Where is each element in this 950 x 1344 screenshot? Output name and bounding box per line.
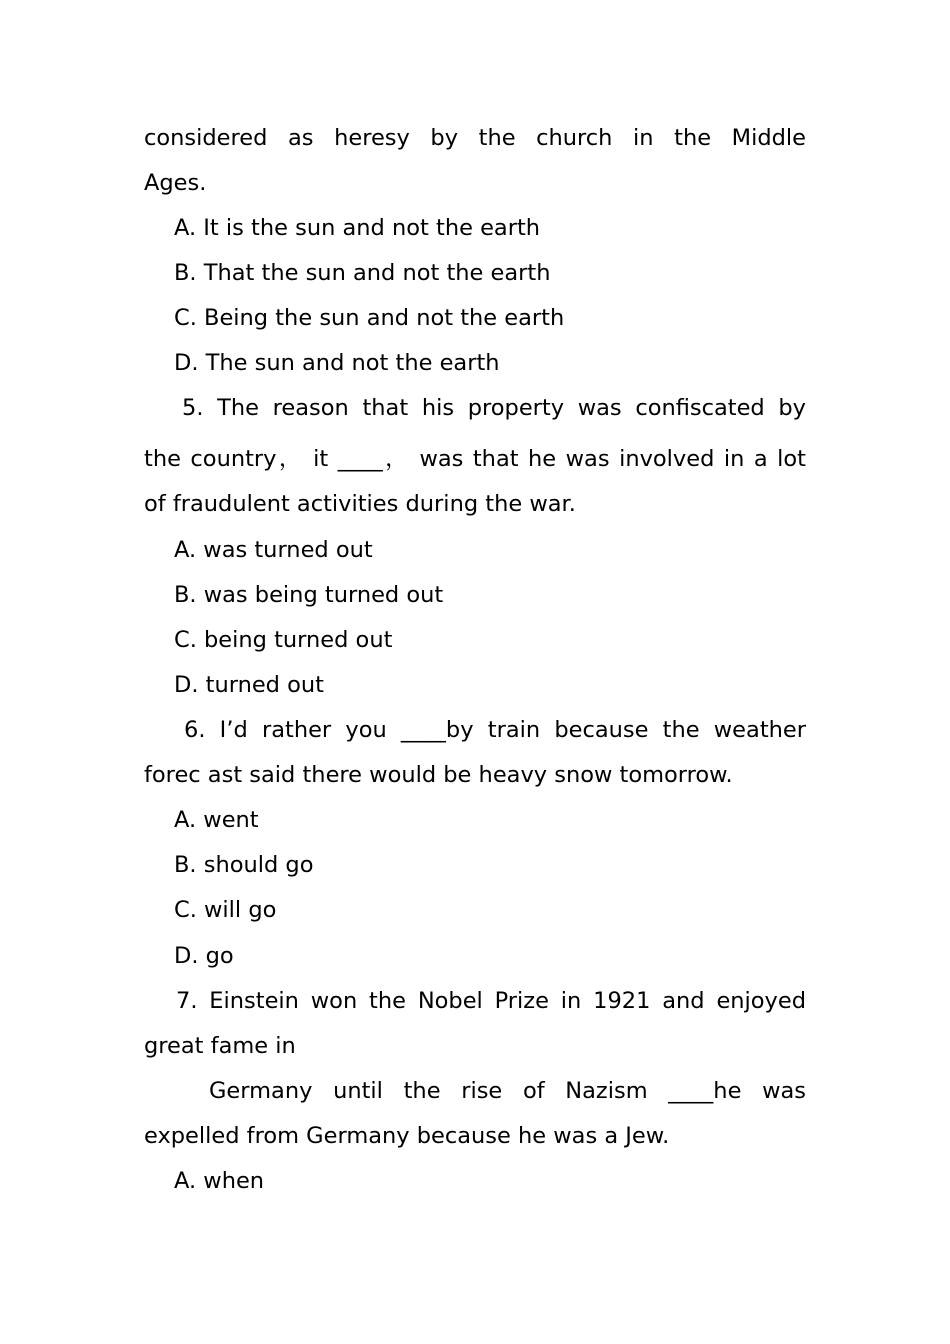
- q7-text-line-4: expelled from Germany because he was a Jew.: [144, 1123, 670, 1149]
- q6-text-line-1: 6. I’d rather you ____by train because the weather: [184, 717, 806, 743]
- q5-option-d: D. turned out: [174, 672, 324, 698]
- q4-option-a: A. It is the sun and not the earth: [174, 215, 541, 241]
- q5-option-a: A. was turned out: [174, 537, 373, 563]
- q6-option-b: B. should go: [174, 852, 314, 878]
- q6-option-c: C. will go: [174, 897, 277, 923]
- q7-text-line-1: 7. Einstein won the Nobel Prize in 1921 and enjoyed: [176, 988, 806, 1014]
- q6-option-a: A. went: [174, 807, 259, 833]
- q5-option-c: C. being turned out: [174, 627, 393, 653]
- q4-option-d: D. The sun and not the earth: [174, 350, 500, 376]
- q5-text-line-2: the country， it ____， was that he was involved in a lot: [144, 446, 806, 472]
- q6-text-line-2: forec ast said there would be heavy snow tomorrow.: [144, 762, 733, 788]
- q7-text-line-3: Germany until the rise of Nazism ____he was: [209, 1078, 806, 1104]
- q5-text-line-3: of fraudulent activities during the war.: [144, 491, 576, 517]
- q4-text-line-1: considered as heresy by the church in the Middle: [144, 125, 806, 151]
- q5-text-line-1: 5. The reason that his property was confiscated by: [182, 395, 806, 421]
- q4-text-line-2: Ages.: [144, 170, 207, 196]
- q5-option-b: B. was being turned out: [174, 582, 444, 608]
- q4-option-b: B. That the sun and not the earth: [174, 260, 551, 286]
- q7-option-a: A. when: [174, 1168, 265, 1194]
- q4-option-c: C. Being the sun and not the earth: [174, 305, 565, 331]
- q6-option-d: D. go: [174, 943, 234, 969]
- q7-text-line-2: great fame in: [144, 1033, 296, 1059]
